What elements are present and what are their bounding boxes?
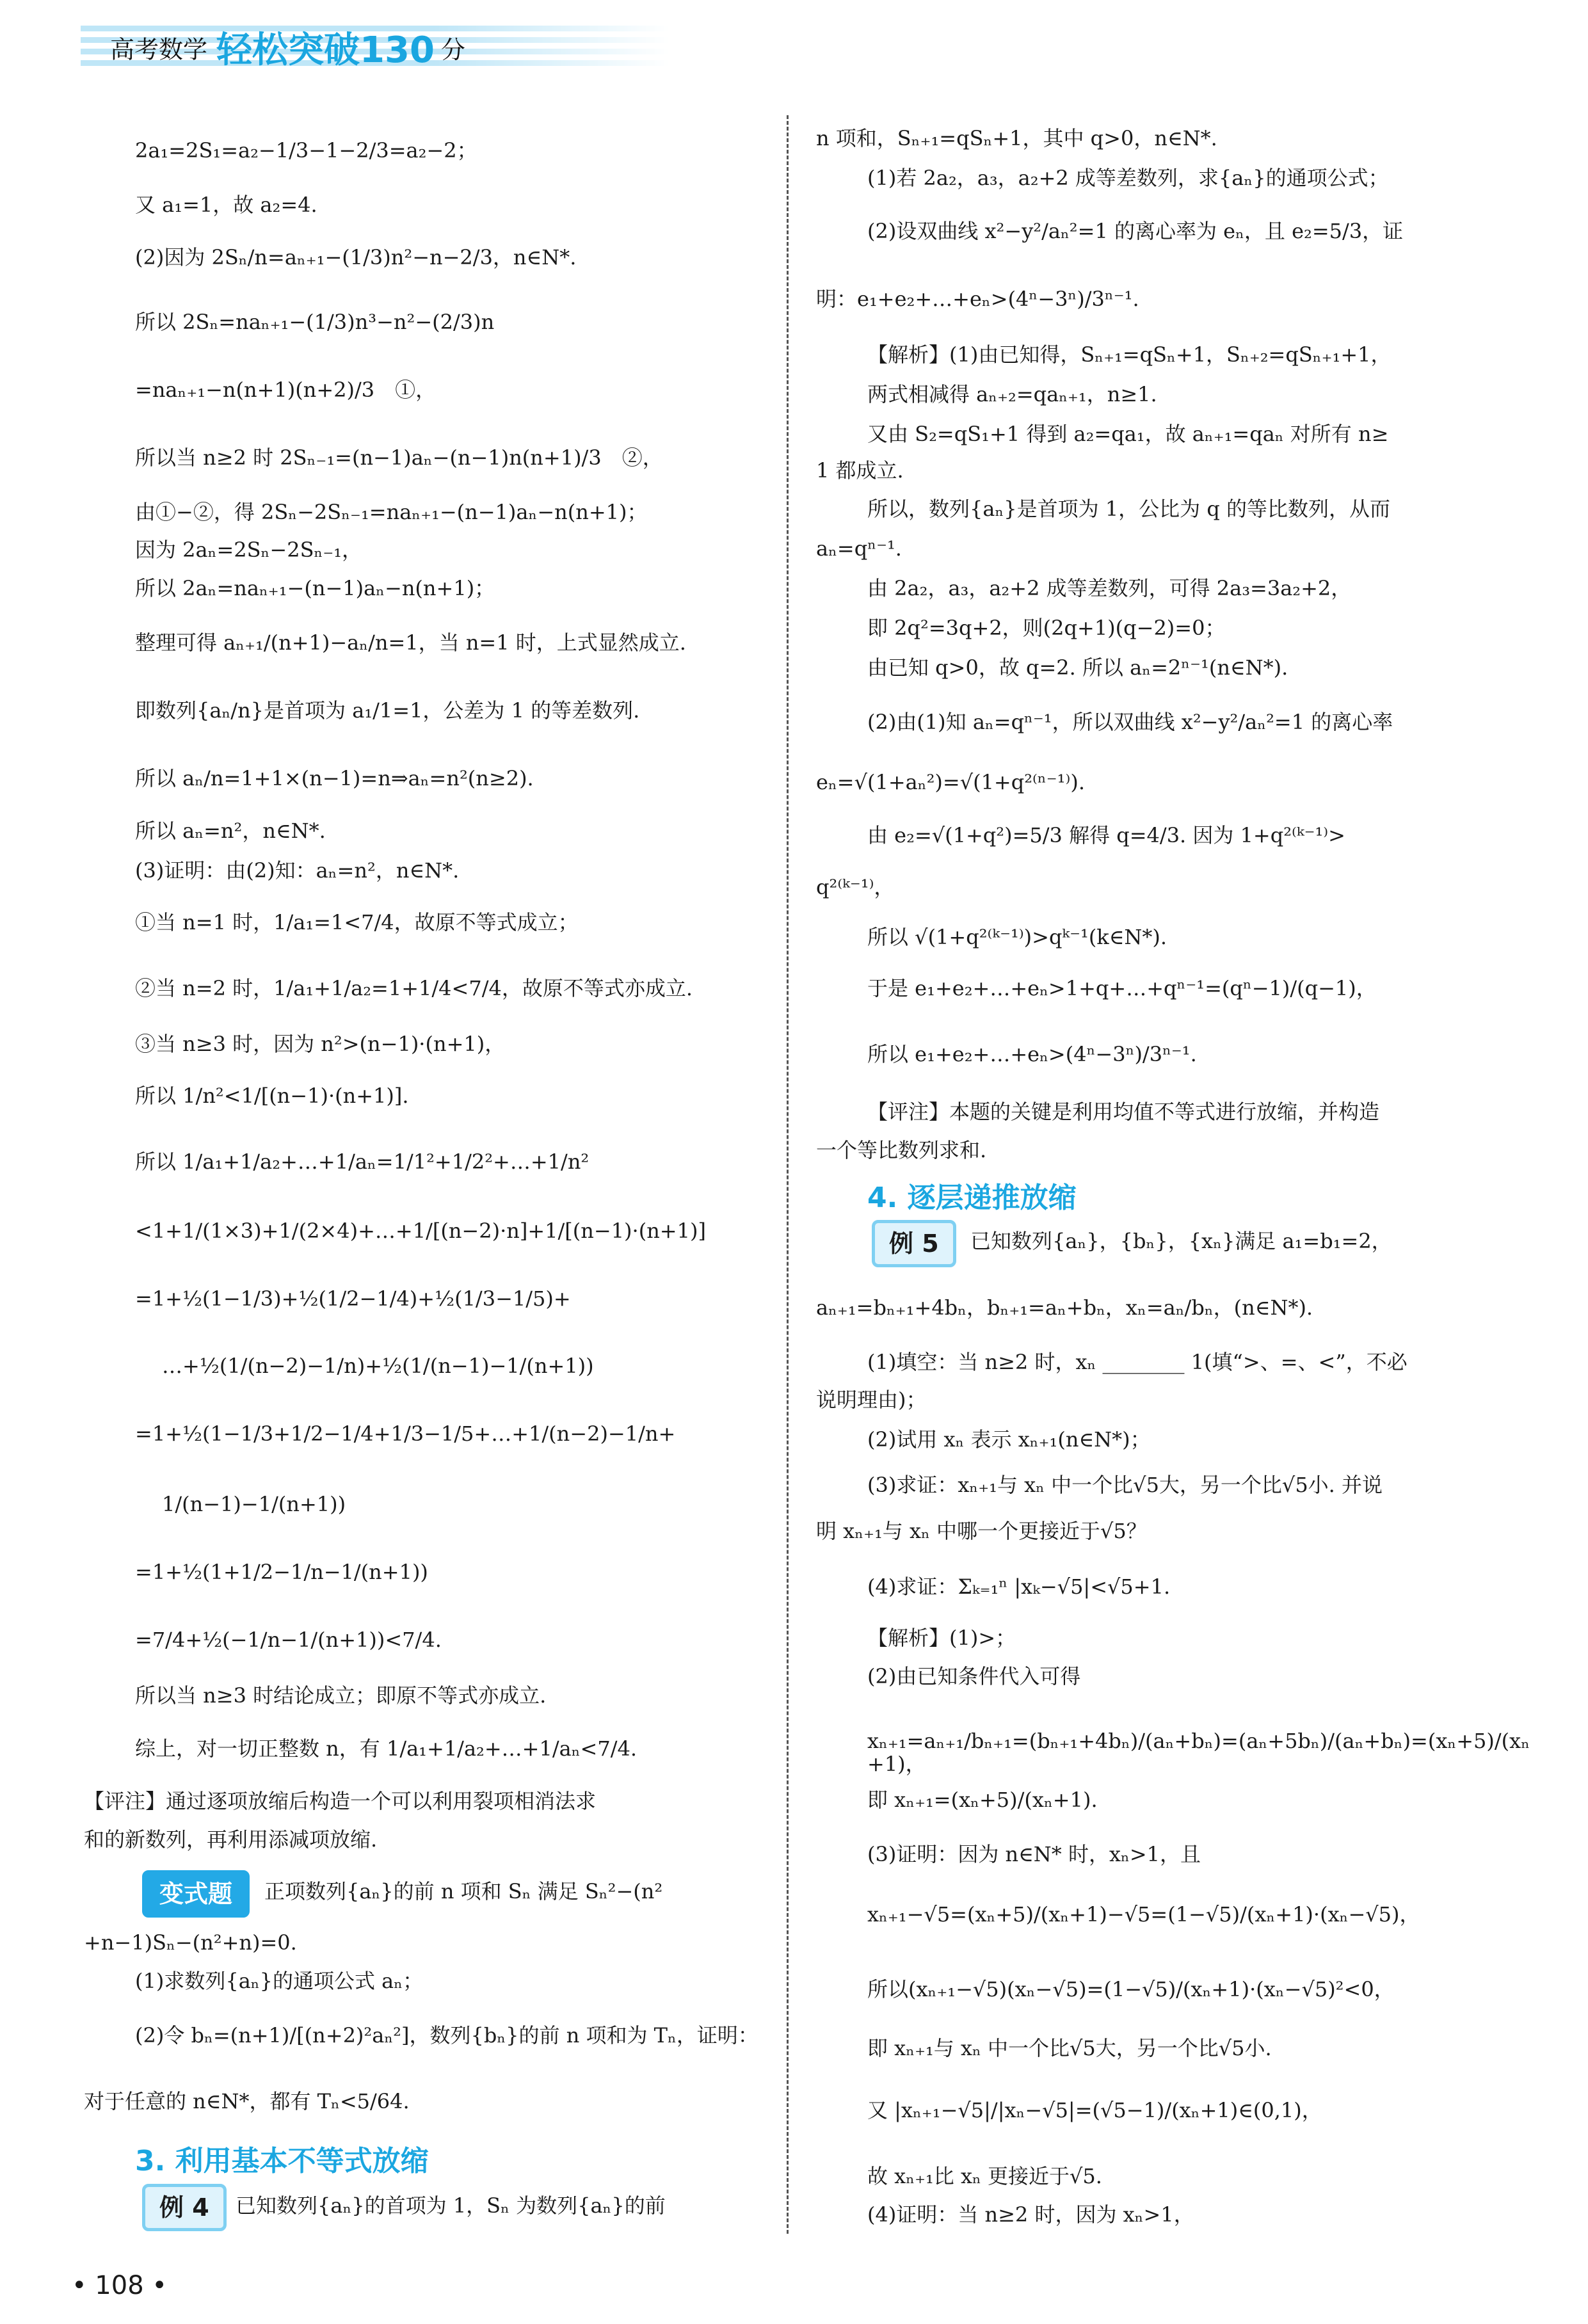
left-text-line: ②当 n=2 时，1/a₁+1/a₂=1+1/4<7/4，故原不等式亦成立.: [135, 976, 693, 1000]
book-title: 轻松突破130: [216, 29, 435, 71]
right-text-line: 所以 e₁+e₂+…+eₙ>(4ⁿ−3ⁿ)/3ⁿ⁻¹.: [867, 1042, 1197, 1066]
right-text-line: (3)证明：因为 n∈N* 时，xₙ>1，且: [867, 1842, 1201, 1866]
left-text-line: 和的新数列，再利用添减项放缩.: [84, 1827, 378, 1852]
running-header: [110, 22, 465, 73]
right-text-line: 由已知 q>0，故 q=2. 所以 aₙ=2ⁿ⁻¹(n∈N*).: [867, 655, 1288, 680]
section-heading-4: 4. 逐层递推放缩: [867, 1182, 1077, 1214]
right-text-line: 【评注】本题的关键是利用均值不等式进行放缩，并构造: [867, 1100, 1380, 1124]
right-text-line: 即 xₙ₊₁与 xₙ 中一个比√5大，另一个比√5小.: [867, 2036, 1272, 2060]
left-text-line: 所以 1/n²<1/[(n−1)·(n+1)].: [135, 1084, 409, 1108]
left-text-line: 因为 2aₙ=2Sₙ−2Sₙ₋₁，: [135, 538, 363, 562]
left-text-line: =1+½(1+1/2−1/n−1/(n+1)): [135, 1560, 428, 1584]
right-text-line: 所以，数列{aₙ}是首项为 1，公比为 q 的等比数列，从而: [867, 497, 1391, 521]
right-text-line: (1)填空：当 n≥2 时，xₙ ________ 1(填“>、=、<”，不必: [867, 1350, 1408, 1374]
left-text-line: =1+½(1−1/3)+½(1/2−1/4)+½(1/3−1/5)+: [135, 1286, 571, 1311]
left-text-line: 所以 1/a₁+1/a₂+…+1/aₙ=1/1²+1/2²+…+1/n²: [135, 1150, 589, 1174]
right-text-line: 所以(xₙ₊₁−√5)(xₙ−√5)=(1−√5)/(xₙ+1)·(xₙ−√5)²<0，: [867, 1977, 1395, 2001]
right-text-line: (1)若 2a₂，a₃，a₂+2 成等差数列，求{aₙ}的通项公式；: [867, 166, 1389, 190]
left-text-line: 即数列{aₙ/n}是首项为 a₁/1=1，公差为 1 的等差数列.: [135, 698, 640, 723]
right-text-line: q²⁽ᵏ⁻¹⁾，: [816, 875, 895, 899]
example-4-badge: 例 4: [142, 2184, 227, 2231]
right-text-line: 故 xₙ₊₁比 xₙ 更接近于√5.: [867, 2164, 1102, 2188]
left-text-line: (3)证明：由(2)知：aₙ=n²，n∈N*.: [135, 858, 460, 883]
right-text-line: 即 xₙ₊₁=(xₙ+5)/(xₙ+1).: [867, 1788, 1098, 1812]
right-text-line: 已知数列{aₙ}，{bₙ}，{xₙ}满足 a₁=b₁=2，: [970, 1229, 1392, 1253]
left-text-line: …+½(1/(n−2)−1/n)+½(1/(n−1)−1/(n+1)): [162, 1354, 594, 1378]
right-text-line: 【解析】(1)由已知得，Sₙ₊₁=qSₙ+1，Sₙ₊₂=qSₙ₊₁+1，: [867, 342, 1392, 367]
right-text-line: aₙ₊₁=bₙ₊₁+4bₙ，bₙ₊₁=aₙ+bₙ，xₙ=aₙ/bₙ，(n∈N*).: [816, 1295, 1313, 1320]
right-text-line: (2)设双曲线 x²−y²/aₙ²=1 的离心率为 eₙ，且 e₂=5/3，证: [867, 219, 1404, 243]
left-text-line: 整理可得 aₙ₊₁/(n+1)−aₙ/n=1，当 n=1 时，上式显然成立.: [135, 630, 686, 655]
right-text-line: xₙ₊₁=aₙ₊₁/bₙ₊₁=(bₙ₊₁+4bₙ)/(aₙ+bₙ)=(aₙ+5bₙ)/(aₙ+bₙ)=(xₙ+5)/(xₙ+1)，: [867, 1729, 1530, 1776]
right-text-line: (2)试用 xₙ 表示 xₙ₊₁(n∈N*)；: [867, 1427, 1151, 1452]
left-text-line: 所以 aₙ=n²，n∈N*.: [135, 819, 326, 843]
column-divider: [787, 115, 789, 2234]
left-text-line: (2)因为 2Sₙ/n=aₙ₊₁−(1/3)n²−n−2/3，n∈N*.: [135, 245, 577, 269]
left-text-line: 综上，对一切正整数 n，有 1/a₁+1/a₂+…+1/aₙ<7/4.: [135, 1736, 638, 1761]
right-text-line: 由 e₂=√(1+q²)=5/3 解得 q=4/3. 因为 1+q²⁽ᵏ⁻¹⁾>: [867, 823, 1345, 847]
right-text-line: 由 2a₂，a₃，a₂+2 成等差数列，可得 2a₃=3a₂+2，: [867, 576, 1352, 600]
left-text-line: 所以 2aₙ=naₙ₊₁−(n−1)aₙ−n(n+1)；: [135, 576, 495, 600]
right-text-line: (2)由(1)知 aₙ=qⁿ⁻¹，所以双曲线 x²−y²/aₙ²=1 的离心率: [867, 710, 1393, 734]
left-text-line: 2a₁=2S₁=a₂−1/3−1−2/3=a₂−2；: [135, 138, 477, 163]
left-text-line: 所以当 n≥2 时 2Sₙ₋₁=(n−1)aₙ−(n−1)n(n+1)/3 ②，: [135, 445, 663, 470]
right-text-line: 又由 S₂=qS₁+1 得到 a₂=qa₁，故 aₙ₊₁=qaₙ 对所有 n≥: [867, 422, 1389, 446]
left-text-line: ③当 n≥3 时，因为 n²>(n−1)·(n+1)，: [135, 1032, 506, 1056]
variant-problem-badge: 变式题: [142, 1870, 250, 1918]
right-text-line: 两式相减得 aₙ₊₂=qaₙ₊₁，n≥1.: [867, 382, 1157, 406]
right-text-line: 又 |xₙ₊₁−√5|/|xₙ−√5|=(√5−1)/(xₙ+1)∈(0,1)，: [867, 2098, 1322, 2122]
page-number: • 108 •: [72, 2271, 167, 2300]
left-text-line: ①当 n=1 时，1/a₁=1<7/4，故原不等式成立；: [135, 910, 579, 934]
right-text-line: 所以 √(1+q²⁽ᵏ⁻¹⁾)>qᵏ⁻¹(k∈N*).: [867, 925, 1167, 949]
right-text-line: n 项和，Sₙ₊₁=qSₙ+1，其中 q>0，n∈N*.: [816, 126, 1217, 150]
left-text-line: 所以 aₙ/n=1+1×(n−1)=n⇒aₙ=n²(n≥2).: [135, 766, 534, 790]
left-text-line: 所以 2Sₙ=naₙ₊₁−(1/3)n³−n²−(2/3)n: [135, 310, 495, 334]
right-text-line: 【解析】(1)>；: [867, 1626, 1016, 1650]
right-text-line: (3)求证：xₙ₊₁与 xₙ 中一个比√5大，另一个比√5小. 并说: [867, 1473, 1383, 1497]
left-text-line: 对于任意的 n∈N*，都有 Tₙ<5/64.: [84, 2089, 410, 2113]
right-text-line: eₙ=√(1+aₙ²)=√(1+q²⁽ⁿ⁻¹⁾).: [816, 770, 1085, 794]
left-text-line: 1/(n−1)−1/(n+1)): [162, 1492, 346, 1516]
right-text-line: (2)由已知条件代入可得: [867, 1664, 1081, 1688]
left-text-line: +n−1)Sₙ−(n²+n)=0.: [84, 1930, 297, 1955]
book-title-suffix: 分: [440, 35, 465, 64]
right-text-line: (4)求证：Σₖ₌₁ⁿ |xₖ−√5|<√5+1.: [867, 1575, 1171, 1599]
right-text-line: (4)证明：当 n≥2 时，因为 xₙ>1，: [867, 2202, 1194, 2227]
right-text-line: 说明理由)；: [816, 1388, 927, 1412]
right-text-line: aₙ=qⁿ⁻¹.: [816, 536, 902, 561]
left-text-line: (1)求数列{aₙ}的通项公式 aₙ；: [135, 1969, 424, 1993]
right-text-line: 1 都成立.: [816, 458, 904, 483]
left-text-line: 【评注】通过逐项放缩后构造一个可以利用裂项相消法求: [84, 1789, 597, 1813]
left-text-line: 正项数列{aₙ}的前 n 项和 Sₙ 满足 Sₙ²−(n²: [264, 1879, 663, 1903]
book-subject: 高考数学: [110, 35, 208, 64]
right-text-line: 即 2q²=3q+2，则(2q+1)(q−2)=0；: [867, 616, 1226, 640]
left-text-line: =naₙ₊₁−n(n+1)(n+2)/3 ①，: [135, 378, 437, 402]
left-text-line: 所以当 n≥3 时结论成立；即原不等式亦成立.: [135, 1683, 547, 1708]
left-text-line: <1+1/(1×3)+1/(2×4)+…+1/[(n−2)·n]+1/[(n−1)·(n+1)]: [135, 1219, 706, 1243]
left-text-line: (2)令 bₙ=(n+1)/[(n+2)²aₙ²]，数列{bₙ}的前 n 项和为 Tₙ，证明：: [135, 2023, 758, 2048]
right-text-line: 明 xₙ₊₁与 xₙ 中哪一个更接近于√5？: [816, 1519, 1147, 1543]
right-text-line: 明：e₁+e₂+…+eₙ>(4ⁿ−3ⁿ)/3ⁿ⁻¹.: [816, 287, 1139, 311]
right-text-line: 一个等比数列求和.: [816, 1138, 987, 1162]
left-text-line: 又 a₁=1，故 a₂=4.: [135, 193, 317, 217]
right-text-line: xₙ₊₁−√5=(xₙ+5)/(xₙ+1)−√5=(1−√5)/(xₙ+1)·(xₙ−√5)，: [867, 1902, 1420, 1927]
section-heading-3: 3. 利用基本不等式放缩: [135, 2145, 429, 2177]
left-text-line: 已知数列{aₙ}的首项为 1，Sₙ 为数列{aₙ}的前: [236, 2193, 666, 2218]
left-text-line: =7/4+½(−1/n−1/(n+1))<7/4.: [135, 1628, 442, 1652]
left-text-line: =1+½(1−1/3+1/2−1/4+1/3−1/5+…+1/(n−2)−1/n+: [135, 1422, 676, 1446]
example-5-badge: 例 5: [872, 1220, 956, 1267]
right-text-line: 于是 e₁+e₂+…+eₙ>1+q+…+qⁿ⁻¹=(qⁿ−1)/(q−1)，: [867, 976, 1377, 1000]
left-text-line: 由①−②，得 2Sₙ−2Sₙ₋₁=naₙ₊₁−(n−1)aₙ−n(n+1)；: [135, 500, 648, 524]
